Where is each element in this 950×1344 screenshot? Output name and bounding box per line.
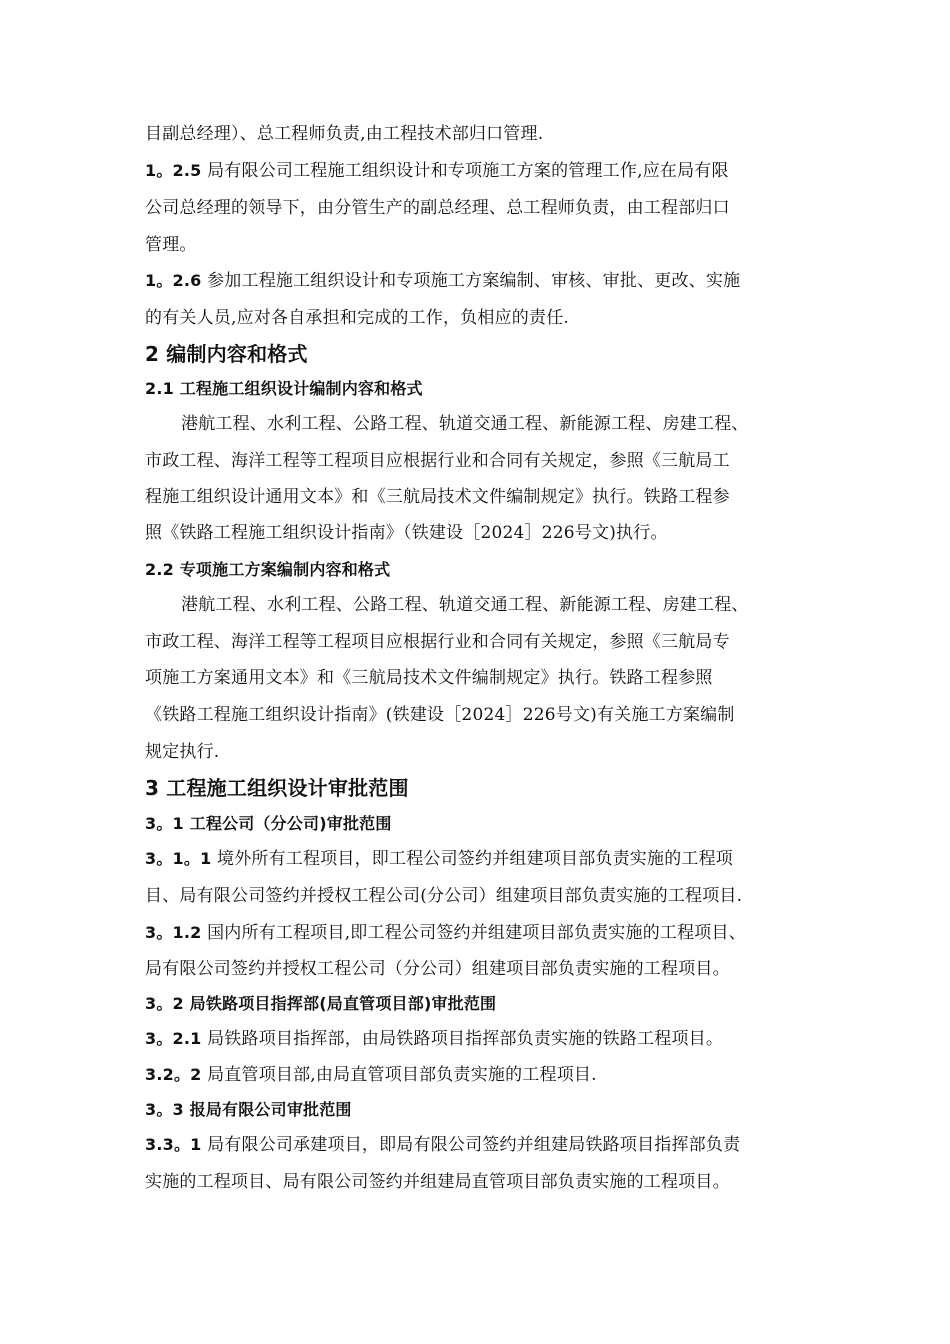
- body-line: [145, 234, 197, 256]
- subsection-heading-2-2: 2.2 专项施工方案编制内容和格式: [145, 560, 391, 579]
- body-line: [145, 123, 543, 145]
- line-text: 境外所有工程项目，即工程公司签约并组建项目部负责实施的工程项: [211, 849, 734, 869]
- clause-3-1-1: [145, 848, 733, 870]
- body-line: 市政工程、海洋工程等工程项目应根据行业和合同有关规定，参照《三航局专: [145, 632, 730, 652]
- body-line: 实施的工程项目、局有限公司签约并组建局直管项目部负责实施的工程项目。: [145, 1172, 730, 1192]
- body-line: 港航工程、水利工程、公路工程、轨道交通工程、新能源工程、房建工程、: [181, 414, 749, 434]
- line-text: 国内所有工程项目,即工程公司签约并组建项目部负责实施的工程项目、: [201, 923, 746, 943]
- clause-number: 1。2.5: [145, 161, 202, 180]
- line-text: 公司总经理的领导下，由分管生产的副总经理、总工程师负责，由工程部归口: [145, 198, 730, 218]
- clause-number: 3。1.2: [145, 923, 202, 942]
- body-line: 港航工程、水利工程、公路工程、轨道交通工程、新能源工程、房建工程、: [181, 595, 749, 615]
- clause-number: 3.2。2: [145, 1065, 202, 1084]
- body-line: 照《铁路工程施工组织设计指南》（铁建设［2024］226号文)执行。: [145, 523, 668, 543]
- body-line: 程施工组织设计通用文本》和《三航局技术文件编制规定》执行。铁路工程参: [145, 487, 730, 507]
- body-line: 目、局有限公司签约并授权工程公司(分公司）组建项目部负责实施的工程项目.: [145, 886, 743, 906]
- clause-number: 1。2.6: [145, 271, 202, 290]
- subsection-heading-3-2: 3。2 局铁路项目指挥部(局直管项目部)审批范围: [145, 994, 497, 1013]
- line-text: 的有关人员,应对各自承担和完成的工作，负相应的责任.: [145, 308, 570, 328]
- clause-1-2-5: [145, 160, 729, 182]
- section-heading-2: 2 编制内容和格式: [145, 342, 308, 366]
- body-line: [145, 197, 730, 219]
- body-line: 《铁路工程施工组织设计指南》(铁建设［2024］226号文)有关施工方案编制: [145, 705, 735, 725]
- line-text: 局铁路项目指挥部，由局铁路项目指挥部负责实施的铁路工程项目。: [201, 1029, 724, 1049]
- line-text: 局有限公司承建项目，即局有限公司签约并组建局铁路项目指挥部负责: [201, 1135, 741, 1155]
- line-text: 局直管项目部,由局直管项目部负责实施的工程项目.: [201, 1065, 597, 1085]
- clause-number: 3。2.1: [145, 1029, 202, 1048]
- line-text: 管理。: [145, 235, 197, 255]
- clause-number: 3.3。1: [145, 1135, 202, 1154]
- clause-3-2-2: [145, 1064, 597, 1086]
- subsection-heading-2-1: 2.1 工程施工组织设计编制内容和格式: [145, 379, 423, 398]
- body-line: 项施工方案通用文本》和《三航局技术文件编制规定》执行。铁路工程参照: [145, 668, 713, 688]
- body-line: [145, 307, 569, 329]
- subsection-heading-3-1: 3。1 工程公司（分公司)审批范围: [145, 814, 392, 833]
- clause-3-1-2: [145, 922, 746, 944]
- body-line: 市政工程、海洋工程等工程项目应根据行业和合同有关规定，参照《三航局工: [145, 451, 730, 471]
- clause-3-3-1: [145, 1134, 740, 1156]
- clause-1-2-6: [145, 270, 740, 292]
- section-heading-3: 3 工程施工组织设计审批范围: [145, 776, 409, 800]
- clause-3-2-1: [145, 1028, 723, 1050]
- line-text: 目副总经理）、总工程师负责,由工程技术部归口管理.: [145, 124, 544, 144]
- line-text: 局有限公司工程施工组织设计和专项施工方案的管理工作,应在局有限: [201, 161, 729, 181]
- line-text: 参加工程施工组织设计和专项施工方案编制、审核、审批、更改、实施: [201, 271, 741, 291]
- body-line: 局有限公司签约并授权工程公司（分公司）组建项目部负责实施的工程项目。: [145, 959, 730, 979]
- subsection-heading-3-3: 3。3 报局有限公司审批范围: [145, 1100, 352, 1119]
- body-line: 规定执行.: [145, 742, 220, 762]
- clause-number: 3。1。1: [145, 849, 212, 868]
